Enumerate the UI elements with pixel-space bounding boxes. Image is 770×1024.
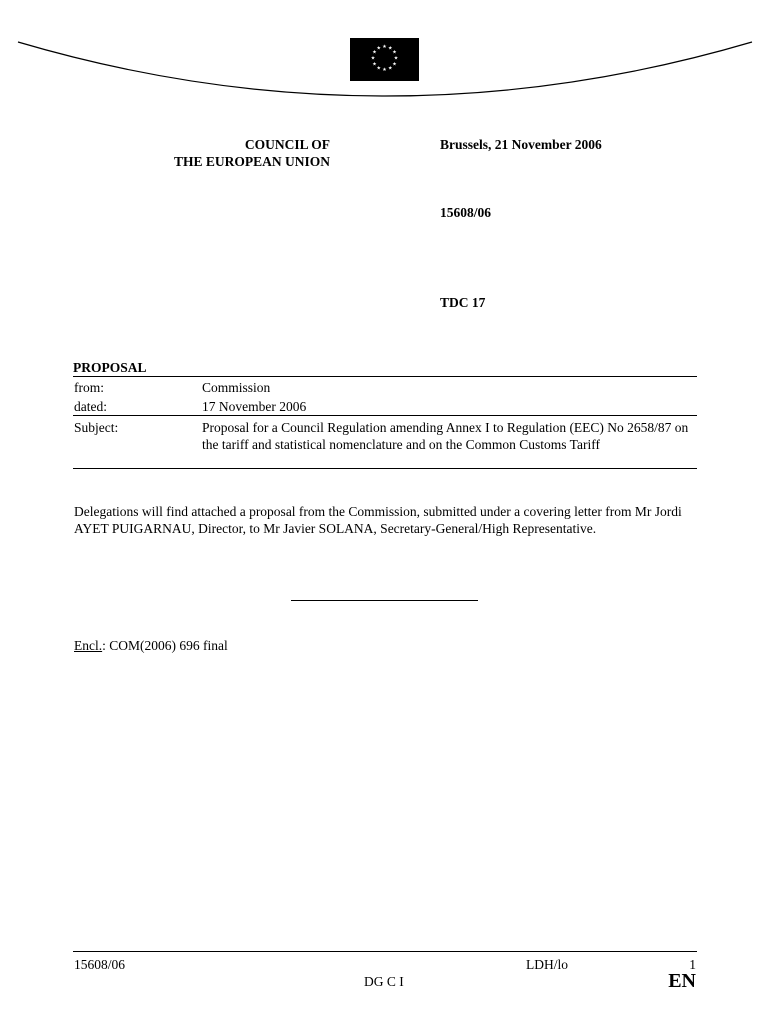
council-line-1: COUNCIL OF <box>244 137 330 152</box>
svg-text:★: ★ <box>372 61 377 68</box>
svg-text:★: ★ <box>382 67 387 73</box>
body-paragraph: Delegations will find attached a proposal from the Commission, submitted under a covering letter from Mr Jordi AYET PUIGARNAU, Director, to Mr Javier SOLANA, Secretary-General/High Representative. <box>74 504 682 536</box>
council-name <box>100 136 330 170</box>
proposal-title: PROPOSAL <box>73 360 147 375</box>
from-label: from: <box>74 380 104 395</box>
footer-page-number: 1 <box>689 957 696 972</box>
footer-dg: DG C I <box>364 974 404 989</box>
enclosure-line <box>74 638 228 654</box>
svg-text:★: ★ <box>392 61 397 68</box>
svg-text:★: ★ <box>388 45 393 52</box>
svg-text:★: ★ <box>376 45 381 52</box>
footer-language: EN <box>668 970 696 992</box>
place-date: Brussels, 21 November 2006 <box>440 137 602 152</box>
document-code: TDC 17 <box>440 295 486 310</box>
svg-text:★: ★ <box>392 49 397 56</box>
svg-text:★: ★ <box>382 44 387 50</box>
dated-label: dated: <box>74 399 107 414</box>
subject-value: Proposal for a Council Regulation amending Annex I to Regulation (EEC) No 2658/87 on the tariff and statistical nomenclature and on the Common Customs Tariff <box>202 420 689 452</box>
enclosure-label: Encl. <box>74 638 103 653</box>
enclosure-reference: : COM(2006) 696 final <box>102 638 228 653</box>
svg-text:★: ★ <box>370 55 376 62</box>
footer-rule <box>73 951 697 952</box>
header-arc <box>0 0 770 120</box>
proposal-rule-mid <box>73 415 697 416</box>
subject-label: Subject: <box>74 420 119 435</box>
from-value: Commission <box>202 380 271 395</box>
svg-text:★: ★ <box>372 49 377 56</box>
proposal-rule-bottom <box>73 468 697 469</box>
footer-doc-number: 15608/06 <box>74 957 126 972</box>
dated-value: 17 November 2006 <box>202 399 307 414</box>
document-number: 15608/06 <box>440 205 492 220</box>
svg-text:★: ★ <box>388 65 393 72</box>
council-line-2: THE EUROPEAN UNION <box>173 154 330 169</box>
eu-flag-icon <box>350 38 419 81</box>
proposal-rule-top <box>73 376 697 377</box>
footer-initials: LDH/lo <box>526 957 568 972</box>
svg-text:★: ★ <box>393 55 399 62</box>
separator-line <box>291 600 478 601</box>
svg-text:★: ★ <box>376 65 381 72</box>
